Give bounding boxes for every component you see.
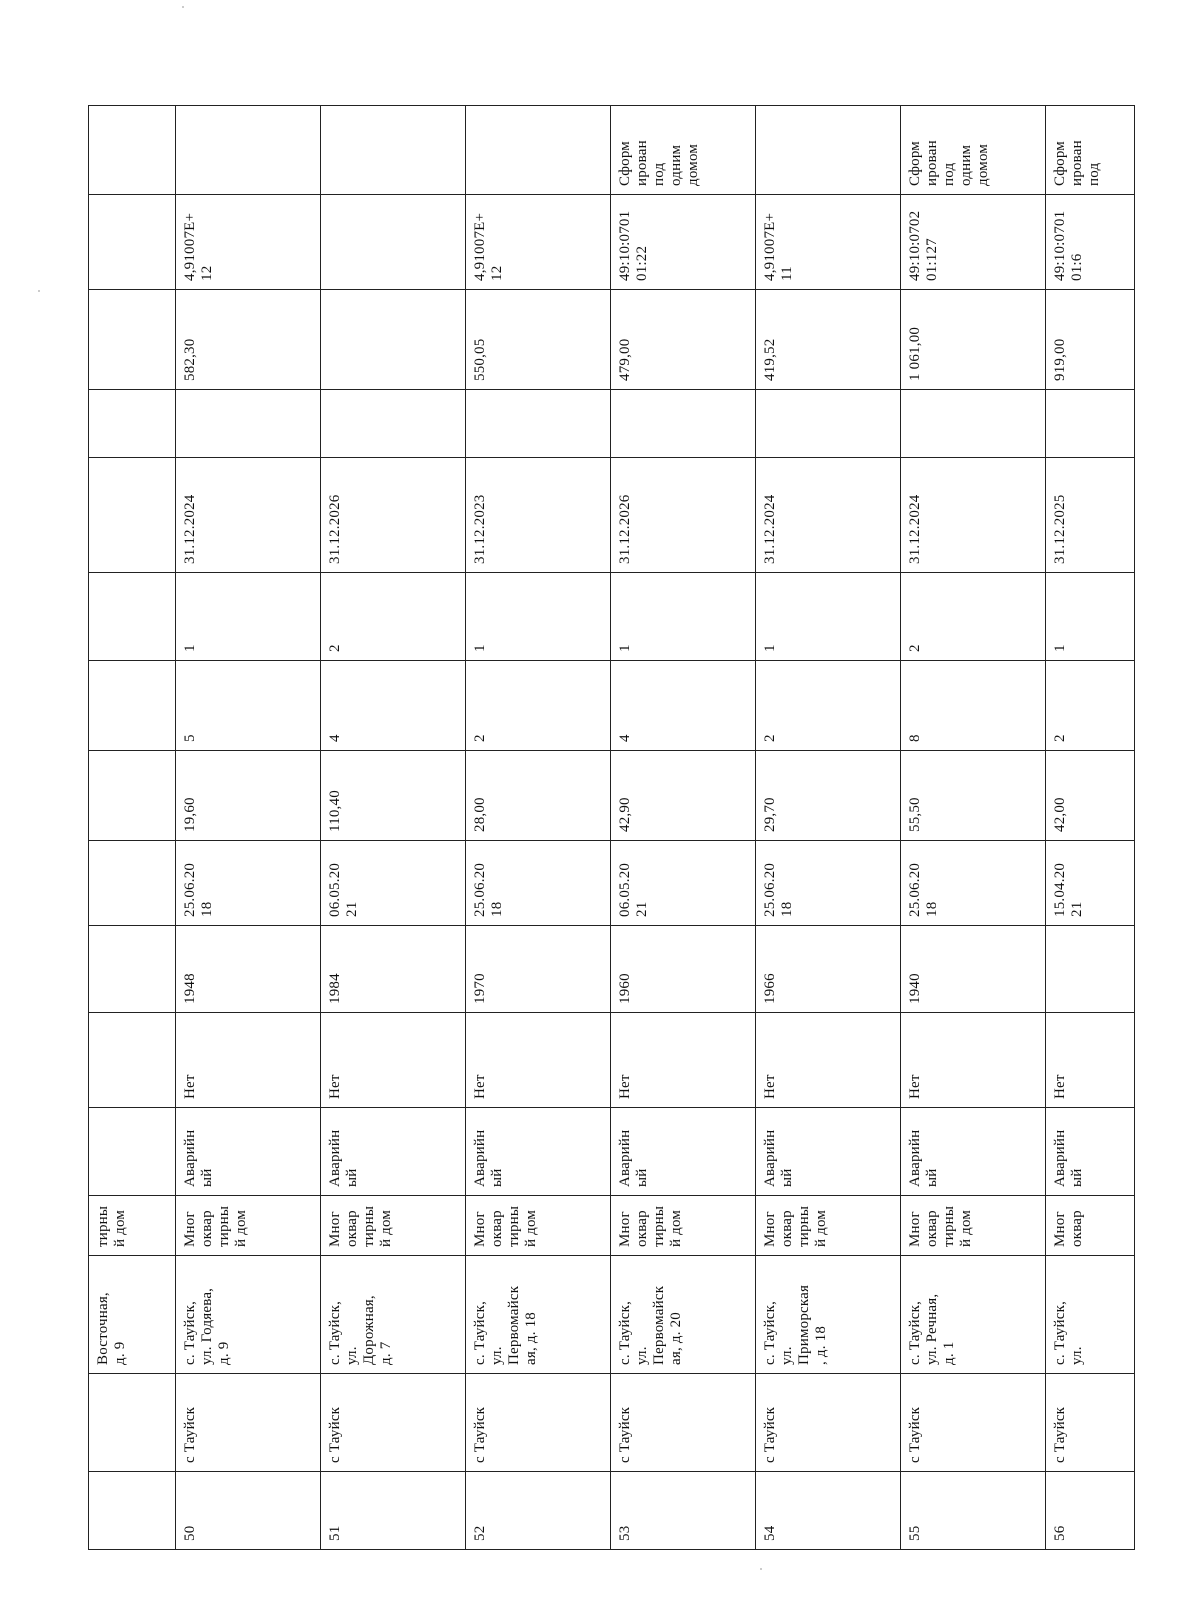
cultural-heritage-cell: Нет (321, 1013, 466, 1108)
building-type-cell: тирны й дом (89, 1196, 176, 1256)
empty-cell (611, 390, 756, 458)
locality-cell: с Тауйск (466, 1374, 611, 1472)
apartments-count-cell: 1 (756, 573, 901, 661)
construction-year-cell (89, 926, 176, 1013)
cadastral-number-cell: 4,91007E+ 11 (756, 195, 901, 290)
empty-cell (756, 390, 901, 458)
recognition-date-cell: 25.06.20 18 (901, 841, 1046, 926)
locality-cell (89, 1374, 176, 1472)
cultural-heritage-cell: Нет (756, 1013, 901, 1108)
resettlement-deadline-cell: 31.12.2026 (321, 458, 466, 573)
resettlement-deadline-cell: 31.12.2024 (756, 458, 901, 573)
note-cell (756, 106, 901, 195)
locality-cell: с Тауйск (756, 1374, 901, 1472)
housing-registry-table (88, 105, 1135, 1550)
apartments-count-cell (89, 573, 176, 661)
table-row (321, 106, 466, 1550)
residents-count-cell: 2 (466, 661, 611, 751)
locality-cell: с Тауйск (901, 1374, 1046, 1472)
area-cell: 42,00 (1046, 751, 1135, 841)
building-type-cell: Мног оквар (1046, 1196, 1135, 1256)
residents-count-cell (89, 661, 176, 751)
address-cell: с. Тауйск, ул. Первомайск ая, д. 18 (466, 1256, 611, 1374)
land-plot-area-cell: 479,00 (611, 290, 756, 390)
cadastral-number-cell: 4,91007E+ 12 (466, 195, 611, 290)
row-number-cell: 54 (756, 1472, 901, 1550)
construction-year-cell: 1948 (176, 926, 321, 1013)
note-cell (321, 106, 466, 195)
building-type-cell: Мног оквар тирны й дом (901, 1196, 1046, 1256)
land-plot-area-cell: 582,30 (176, 290, 321, 390)
area-cell: 42,90 (611, 751, 756, 841)
condition-status-cell (89, 1108, 176, 1196)
cultural-heritage-cell: Нет (466, 1013, 611, 1108)
area-cell: 55,50 (901, 751, 1046, 841)
locality-cell: с Тауйск (176, 1374, 321, 1472)
apartments-count-cell: 1 (1046, 573, 1135, 661)
resettlement-deadline-cell: 31.12.2024 (901, 458, 1046, 573)
condition-status-cell: Аварийн ый (901, 1108, 1046, 1196)
table-row (1046, 106, 1135, 1550)
area-cell: 28,00 (466, 751, 611, 841)
locality-cell: с Тауйск (321, 1374, 466, 1472)
cadastral-number-cell (89, 195, 176, 290)
resettlement-deadline-cell: 31.12.2025 (1046, 458, 1135, 573)
building-type-cell: Мног оквар тирны й дом (321, 1196, 466, 1256)
locality-cell: с Тауйск (1046, 1374, 1135, 1472)
building-type-cell: Мног оквар тирны й дом (611, 1196, 756, 1256)
area-cell: 19,60 (176, 751, 321, 841)
area-cell (89, 751, 176, 841)
row-number-cell: 50 (176, 1472, 321, 1550)
apartments-count-cell: 1 (176, 573, 321, 661)
recognition-date-cell: 25.06.20 18 (466, 841, 611, 926)
apartments-count-cell: 1 (611, 573, 756, 661)
table-row (901, 106, 1046, 1550)
row-number-cell: 55 (901, 1472, 1046, 1550)
row-number-cell (89, 1472, 176, 1550)
address-cell: с. Тауйск, ул. Первомайск ая, д. 20 (611, 1256, 756, 1374)
apartments-count-cell: 2 (901, 573, 1046, 661)
condition-status-cell: Аварийн ый (176, 1108, 321, 1196)
condition-status-cell: Аварийн ый (466, 1108, 611, 1196)
address-cell: с. Тауйск, ул. Речная, д. 1 (901, 1256, 1046, 1374)
row-number-cell: 52 (466, 1472, 611, 1550)
row-number-cell: 51 (321, 1472, 466, 1550)
address-cell: с. Тауйск, ул. (1046, 1256, 1135, 1374)
note-cell (466, 106, 611, 195)
construction-year-cell (1046, 926, 1135, 1013)
building-type-cell: Мног оквар тирны й дом (756, 1196, 901, 1256)
apartments-count-cell: 1 (466, 573, 611, 661)
cultural-heritage-cell: Нет (176, 1013, 321, 1108)
address-cell: Восточная, д. 9 (89, 1256, 176, 1374)
cultural-heritage-cell: Нет (1046, 1013, 1135, 1108)
land-plot-area-cell: 419,52 (756, 290, 901, 390)
empty-cell (89, 390, 176, 458)
land-plot-area-cell: 1 061,00 (901, 290, 1046, 390)
building-type-cell: Мног оквар тирны й дом (466, 1196, 611, 1256)
recognition-date-cell (89, 841, 176, 926)
note-cell (176, 106, 321, 195)
table-row (756, 106, 901, 1550)
row-number-cell: 56 (1046, 1472, 1135, 1550)
locality-cell: с Тауйск (611, 1374, 756, 1472)
construction-year-cell: 1966 (756, 926, 901, 1013)
construction-year-cell: 1984 (321, 926, 466, 1013)
residents-count-cell: 2 (756, 661, 901, 751)
table-row (466, 106, 611, 1550)
table-row (176, 106, 321, 1550)
condition-status-cell: Аварийн ый (321, 1108, 466, 1196)
condition-status-cell: Аварийн ый (1046, 1108, 1135, 1196)
resettlement-deadline-cell: 31.12.2023 (466, 458, 611, 573)
empty-cell (466, 390, 611, 458)
scan-speck (38, 290, 40, 292)
note-cell: Сформ ирован под одним домом (901, 106, 1046, 195)
land-plot-area-cell (89, 290, 176, 390)
cadastral-number-cell: 4,91007E+ 12 (176, 195, 321, 290)
cadastral-number-cell: 49:10:0701 01:6 (1046, 195, 1135, 290)
area-cell: 110,40 (321, 751, 466, 841)
table-row (89, 106, 176, 1550)
residents-count-cell: 8 (901, 661, 1046, 751)
condition-status-cell: Аварийн ый (611, 1108, 756, 1196)
row-number-cell: 53 (611, 1472, 756, 1550)
construction-year-cell: 1940 (901, 926, 1046, 1013)
empty-cell (901, 390, 1046, 458)
address-cell: с. Тауйск, ул. Приморская , д. 18 (756, 1256, 901, 1374)
cultural-heritage-cell: Нет (611, 1013, 756, 1108)
note-cell: Сформ ирован под (1046, 106, 1135, 195)
cadastral-number-cell: 49:10:0701 01:22 (611, 195, 756, 290)
construction-year-cell: 1970 (466, 926, 611, 1013)
residents-count-cell: 4 (321, 661, 466, 751)
empty-cell (321, 390, 466, 458)
land-plot-area-cell (321, 290, 466, 390)
building-type-cell: Мног оквар тирны й дом (176, 1196, 321, 1256)
recognition-date-cell: 06.05.20 21 (611, 841, 756, 926)
recognition-date-cell: 25.06.20 18 (756, 841, 901, 926)
cultural-heritage-cell (89, 1013, 176, 1108)
empty-cell (176, 390, 321, 458)
apartments-count-cell: 2 (321, 573, 466, 661)
note-cell (89, 106, 176, 195)
scan-speck (760, 1568, 762, 1570)
address-cell: с. Тауйск, ул. Годяева, д. 9 (176, 1256, 321, 1374)
empty-cell (1046, 390, 1135, 458)
land-plot-area-cell: 919,00 (1046, 290, 1135, 390)
address-cell: с. Тауйск, ул. Дорожная, д. 7 (321, 1256, 466, 1374)
land-plot-area-cell: 550,05 (466, 290, 611, 390)
resettlement-deadline-cell: 31.12.2024 (176, 458, 321, 573)
recognition-date-cell: 15.04.20 21 (1046, 841, 1135, 926)
construction-year-cell: 1960 (611, 926, 756, 1013)
recognition-date-cell: 25.06.20 18 (176, 841, 321, 926)
area-cell: 29,70 (756, 751, 901, 841)
resettlement-deadline-cell: 31.12.2026 (611, 458, 756, 573)
recognition-date-cell: 06.05.20 21 (321, 841, 466, 926)
residents-count-cell: 4 (611, 661, 756, 751)
condition-status-cell: Аварийн ый (756, 1108, 901, 1196)
rotated-table-container (88, 130, 1118, 1550)
resettlement-deadline-cell (89, 458, 176, 573)
cultural-heritage-cell: Нет (901, 1013, 1046, 1108)
scan-speck (182, 6, 184, 8)
table-row (611, 106, 756, 1550)
residents-count-cell: 5 (176, 661, 321, 751)
note-cell: Сформ ирован под одним домом (611, 106, 756, 195)
cadastral-number-cell (321, 195, 466, 290)
residents-count-cell: 2 (1046, 661, 1135, 751)
cadastral-number-cell: 49:10:0702 01:127 (901, 195, 1046, 290)
